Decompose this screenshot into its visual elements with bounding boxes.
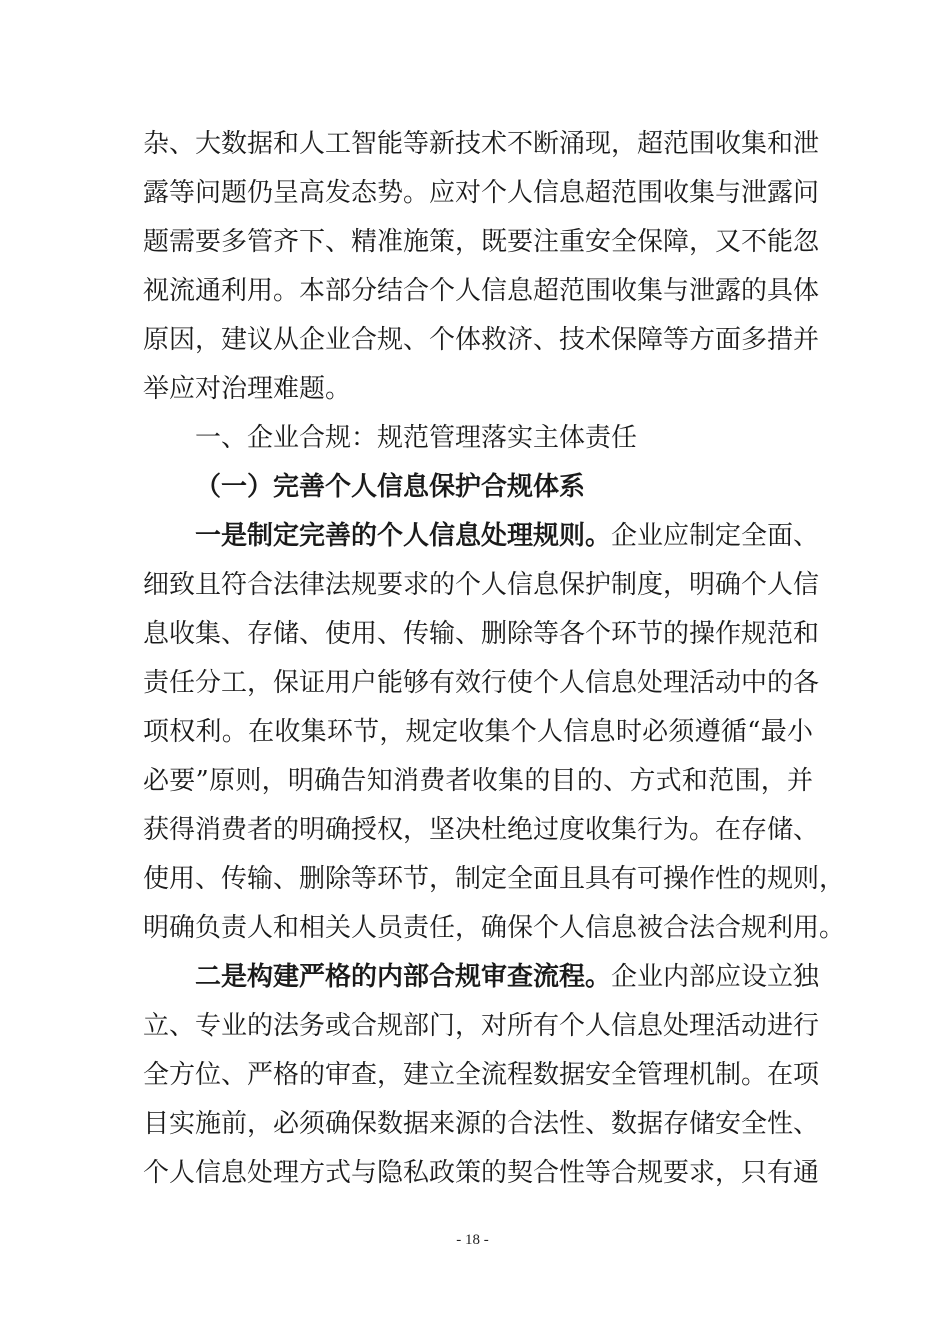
text-line: 视流通利用。本部分结合个人信息超范围收集与泄露的具体 bbox=[143, 276, 820, 306]
text-line: 举应对治理难题。 bbox=[143, 374, 352, 404]
paragraph-text: 企业应制定全面、 bbox=[611, 521, 820, 551]
text-line: 获得消费者的明确授权，坚决杜绝过度收集行为。在存储、 bbox=[143, 815, 820, 845]
body-text bbox=[143, 120, 846, 1198]
text-line: 原因，建议从企业合规、个体救济、技术保障等方面多措并 bbox=[143, 325, 820, 355]
text-line: 明确负责人和相关人员责任，确保个人信息被合法合规利用。 bbox=[143, 913, 846, 943]
section-heading: 一、企业合规：规范管理落实主体责任 bbox=[195, 423, 638, 453]
paragraph-lead: 一是制定完善的个人信息处理规则。 bbox=[195, 521, 612, 551]
paragraph-lead: 二是构建严格的内部合规审查流程。 bbox=[195, 962, 612, 992]
subsection-heading: （一）完善个人信息保护合规体系 bbox=[195, 472, 586, 502]
text-line: 目实施前，必须确保数据来源的合法性、数据存储安全性、 bbox=[143, 1109, 820, 1139]
text-line: 杂、大数据和人工智能等新技术不断涌现，超范围收集和泄 bbox=[143, 129, 820, 159]
paragraph-text: 企业内部应设立独 bbox=[611, 962, 820, 992]
paragraph-first-line bbox=[143, 512, 820, 561]
text-line: 使用、传输、删除等环节，制定全面且具有可操作性的规则， bbox=[143, 864, 846, 894]
text-line: 题需要多管齐下、精准施策，既要注重安全保障，又不能忽 bbox=[143, 227, 820, 257]
text-line: 立、专业的法务或合规部门，对所有个人信息处理活动进行 bbox=[143, 1011, 820, 1041]
text-line: 个人信息处理方式与隐私政策的契合性等合规要求，只有通 bbox=[143, 1158, 820, 1188]
text-line: 项权利。在收集环节，规定收集个人信息时必须遵循“最小 bbox=[143, 717, 813, 747]
page-number: - 18 - bbox=[456, 1232, 489, 1248]
text-line: 息收集、存储、使用、传输、删除等各个环节的操作规范和 bbox=[143, 619, 820, 649]
text-line: 必要”原则，明确告知消费者收集的目的、方式和范围，并 bbox=[143, 766, 813, 796]
text-line: 细致且符合法律法规要求的个人信息保护制度，明确个人信 bbox=[143, 570, 820, 600]
text-line: 责任分工，保证用户能够有效行使个人信息处理活动中的各 bbox=[143, 668, 820, 698]
paragraph-first-line bbox=[143, 953, 820, 1002]
text-line: 全方位、严格的审查，建立全流程数据安全管理机制。在项 bbox=[143, 1060, 820, 1090]
text-line: 露等问题仍呈高发态势。应对个人信息超范围收集与泄露问 bbox=[143, 178, 820, 208]
